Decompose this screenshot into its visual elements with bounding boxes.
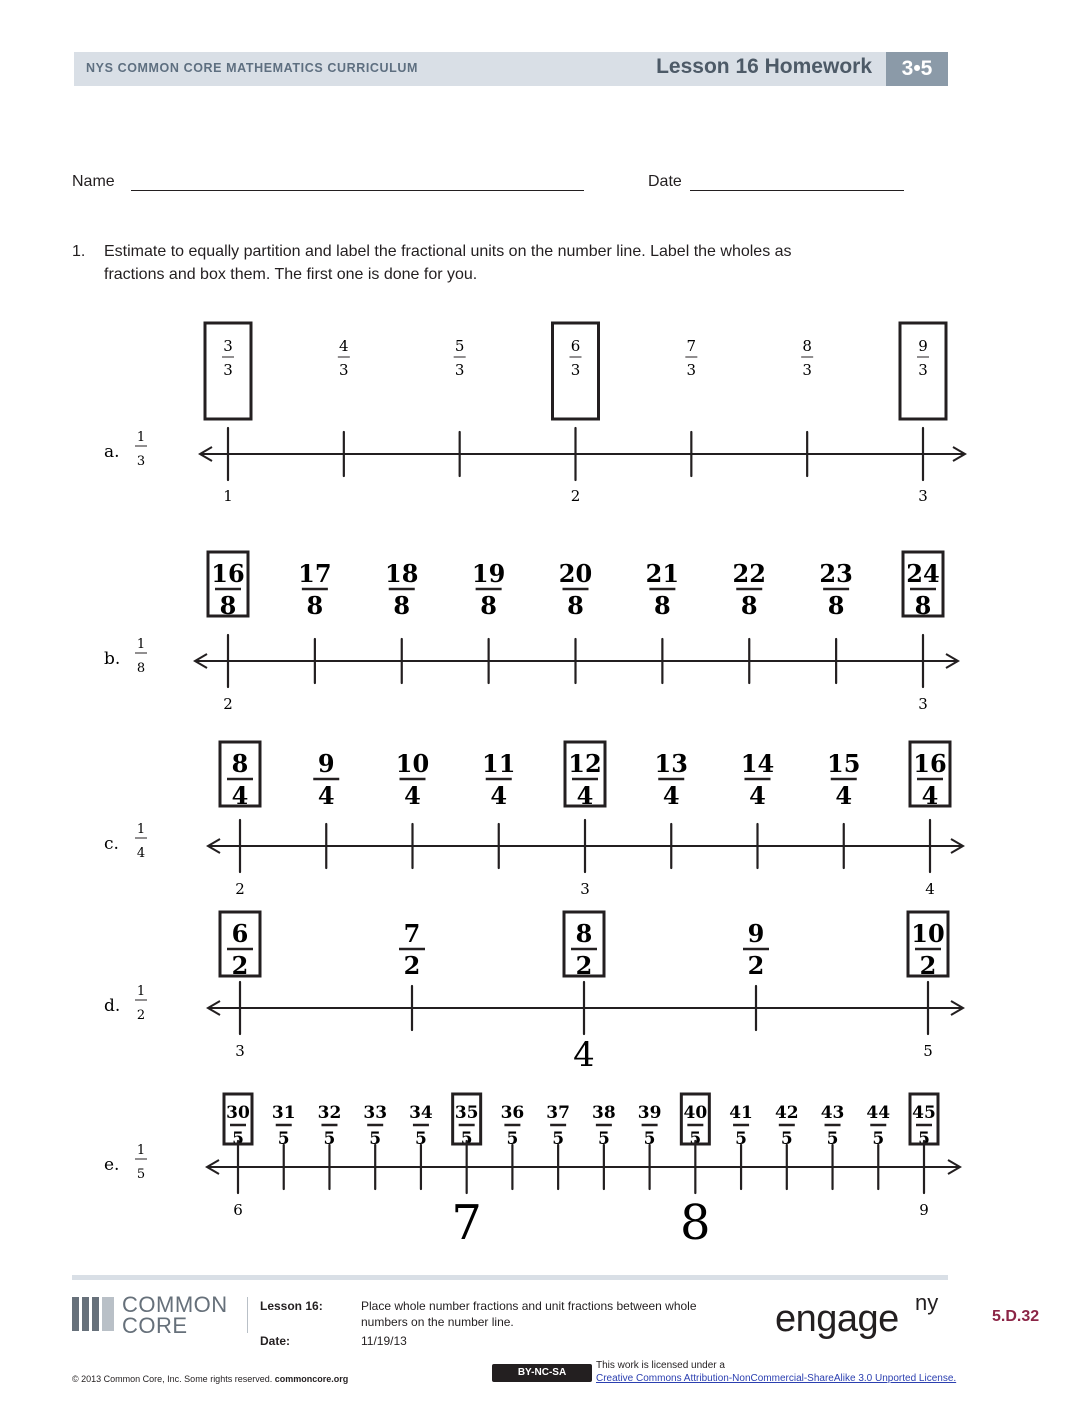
fraction-e-12-denominator: 5 <box>780 1129 793 1149</box>
fraction-c-4-numerator: 12 <box>568 749 602 778</box>
whole-label-e-8: 8 <box>680 1195 711 1251</box>
fraction-c-2-denominator: 4 <box>404 781 421 810</box>
fraction-e-11-numerator: 41 <box>729 1103 753 1123</box>
fraction-e-1-numerator: 31 <box>271 1103 296 1123</box>
fraction-a-1-numerator: 4 <box>339 337 349 355</box>
fraction-e-2-denominator: 5 <box>323 1129 336 1149</box>
fraction-d-3-numerator: 9 <box>747 919 765 948</box>
fraction-c-4-denominator: 4 <box>576 781 594 810</box>
fraction-c-3-denominator: 4 <box>490 781 508 810</box>
fraction-c-7-numerator: 15 <box>827 749 861 778</box>
whole-label-c-4: 4 <box>925 880 935 898</box>
line-a-unit-denominator: 3 <box>136 454 146 469</box>
fraction-e-3-denominator: 5 <box>369 1129 382 1149</box>
fraction-b-5-denominator: 8 <box>654 591 671 620</box>
fraction-e-1-denominator: 5 <box>277 1129 290 1149</box>
fraction-e-5-numerator: 35 <box>454 1103 479 1123</box>
fraction-b-0-denominator: 8 <box>219 591 237 620</box>
fraction-a-3-denominator: 3 <box>570 361 581 379</box>
whole-label-a-2: 2 <box>570 487 581 505</box>
fraction-b-5-numerator: 21 <box>645 559 680 588</box>
fraction-b-6-denominator: 8 <box>740 591 758 620</box>
fraction-b-4-numerator: 20 <box>558 559 593 588</box>
common-core-logo-text <box>122 1294 228 1336</box>
fraction-c-6-denominator: 4 <box>749 781 766 810</box>
line-a-letter: a. <box>104 442 120 462</box>
fraction-e-9-denominator: 5 <box>643 1129 656 1149</box>
fraction-e-3-numerator: 33 <box>363 1103 388 1123</box>
line-c-letter: c. <box>104 834 119 854</box>
fraction-e-8-denominator: 5 <box>597 1129 610 1149</box>
fraction-b-7-numerator: 23 <box>819 559 853 588</box>
whole-label-c-2: 2 <box>235 880 245 898</box>
line-d-unit-denominator: 2 <box>136 1008 146 1023</box>
fraction-e-6-numerator: 36 <box>500 1103 525 1123</box>
fraction-c-6-numerator: 14 <box>740 749 775 778</box>
line-c-unit-numerator: 1 <box>136 822 146 837</box>
line-a-unit-numerator: 1 <box>136 430 146 445</box>
fraction-b-0-numerator: 16 <box>211 559 245 588</box>
license-link[interactable]: Creative Commons Attribution-NonCommercial-ShareAlike 3.0 Unported License. <box>596 1373 957 1384</box>
fraction-d-1-numerator: 7 <box>403 919 421 948</box>
fraction-e-14-denominator: 5 <box>872 1129 885 1149</box>
fraction-e-8-numerator: 38 <box>592 1103 616 1123</box>
common-core-logo-icon <box>72 1297 114 1331</box>
fraction-d-0-denominator: 2 <box>231 951 249 980</box>
footer-lesson-desc-1: Place whole number fractions and unit fractions between whole <box>361 1299 697 1313</box>
footer-divider <box>247 1297 248 1333</box>
fraction-e-2-numerator: 32 <box>317 1103 342 1123</box>
whole-label-a-1: 1 <box>223 487 233 505</box>
fraction-a-0-numerator: 3 <box>223 337 233 355</box>
copyright <box>72 1374 348 1384</box>
fraction-d-2-denominator: 2 <box>575 951 593 980</box>
fraction-a-5-denominator: 3 <box>802 361 812 379</box>
footer-rule <box>72 1275 948 1280</box>
fraction-e-12-numerator: 42 <box>774 1103 799 1123</box>
fraction-c-0-denominator: 4 <box>231 781 249 810</box>
fraction-e-15-numerator: 45 <box>912 1103 936 1123</box>
footer-lesson-desc-2: numbers on the number line. <box>361 1315 514 1329</box>
fraction-a-2-denominator: 3 <box>454 361 465 379</box>
fraction-d-4-numerator: 10 <box>911 919 945 948</box>
fraction-a-2-numerator: 5 <box>454 337 465 355</box>
fraction-c-5-denominator: 4 <box>662 781 680 810</box>
whole-label-b-3: 3 <box>918 695 928 713</box>
fraction-b-6-numerator: 22 <box>732 559 766 588</box>
whole-label-e-7: 7 <box>451 1195 482 1251</box>
cc-badge-text: BY-NC-SA <box>517 1367 567 1378</box>
problem-instruction-2: fractions and box them. The first one is done for you. <box>104 266 478 283</box>
line-e-unit-denominator: 5 <box>136 1167 146 1182</box>
whole-label-d-4: 4 <box>573 1035 595 1075</box>
date-label: Date <box>648 173 682 190</box>
fraction-e-4-numerator: 34 <box>409 1103 433 1123</box>
fraction-e-7-numerator: 37 <box>546 1103 570 1123</box>
fraction-b-8-denominator: 8 <box>914 591 932 620</box>
fraction-c-1-numerator: 9 <box>317 749 335 778</box>
fraction-a-1-denominator: 3 <box>339 361 349 379</box>
fraction-a-4-denominator: 3 <box>686 361 697 379</box>
line-d-letter: d. <box>104 996 121 1016</box>
line-c-unit-denominator: 4 <box>136 846 146 861</box>
fraction-b-4-denominator: 8 <box>567 591 584 620</box>
fraction-e-10-denominator: 5 <box>689 1129 702 1149</box>
line-e-unit-numerator: 1 <box>136 1143 146 1158</box>
fraction-e-4-denominator: 5 <box>415 1129 427 1149</box>
line-b-unit-denominator: 8 <box>136 661 146 676</box>
fraction-a-3-numerator: 6 <box>570 337 581 355</box>
engageny-logo: engage <box>775 1298 899 1340</box>
fraction-e-11-denominator: 5 <box>735 1129 747 1149</box>
cc-license-badge-icon <box>492 1364 592 1382</box>
fraction-b-1-numerator: 17 <box>298 559 332 588</box>
fraction-e-10-numerator: 40 <box>683 1103 708 1123</box>
license-text: This work is licensed under a <box>596 1360 725 1371</box>
grade-module-badge: 3•5 <box>886 52 948 86</box>
whole-label-e-6: 6 <box>233 1201 243 1219</box>
fraction-e-0-denominator: 5 <box>232 1129 244 1149</box>
fraction-d-2-numerator: 8 <box>575 919 593 948</box>
fraction-b-7-denominator: 8 <box>827 591 845 620</box>
page-code: 5.D.32 <box>992 1308 1040 1325</box>
whole-label-d-3: 3 <box>235 1042 245 1060</box>
fraction-a-0-denominator: 3 <box>223 361 233 379</box>
fraction-c-2-numerator: 10 <box>395 749 430 778</box>
footer-date-value: 11/19/13 <box>361 1334 407 1348</box>
fraction-c-7-denominator: 4 <box>835 781 853 810</box>
fraction-e-6-denominator: 5 <box>506 1129 519 1149</box>
fraction-a-6-numerator: 9 <box>918 337 928 355</box>
footer-lesson-label: Lesson 16: <box>260 1299 323 1313</box>
fraction-e-14-numerator: 44 <box>866 1103 891 1123</box>
fraction-e-0-numerator: 30 <box>226 1103 250 1123</box>
fraction-c-8-denominator: 4 <box>921 781 939 810</box>
whole-label-d-5: 5 <box>923 1042 933 1060</box>
engageny-logo-sup: ny <box>915 1290 939 1315</box>
fraction-c-8-numerator: 16 <box>913 749 947 778</box>
fraction-e-9-numerator: 39 <box>637 1103 662 1123</box>
line-e-letter: e. <box>104 1155 120 1175</box>
fraction-d-3-denominator: 2 <box>747 951 765 980</box>
line-b-letter: b. <box>104 649 121 669</box>
fraction-d-1-denominator: 2 <box>403 951 421 980</box>
whole-label-a-3: 3 <box>918 487 928 505</box>
name-label: Name <box>72 173 115 190</box>
fraction-b-1-denominator: 8 <box>306 591 324 620</box>
fraction-b-2-denominator: 8 <box>393 591 411 620</box>
fraction-b-3-numerator: 19 <box>471 559 506 588</box>
logo-text-line2: CORE <box>122 1313 188 1338</box>
fraction-e-5-denominator: 5 <box>460 1129 473 1149</box>
fraction-e-15-denominator: 5 <box>918 1129 930 1149</box>
problem-instruction-1: Estimate to equally partition and label the fractional units on the number line. Label the wholes as <box>104 243 792 260</box>
lesson-title: Lesson 16 Homework <box>656 55 872 78</box>
fraction-c-1-denominator: 4 <box>317 781 335 810</box>
problem-number: 1. <box>72 243 86 260</box>
fraction-b-2-numerator: 18 <box>385 559 419 588</box>
whole-label-b-2: 2 <box>223 695 233 713</box>
fraction-b-3-denominator: 8 <box>480 591 497 620</box>
fraction-d-4-denominator: 2 <box>919 951 937 980</box>
fraction-a-5-numerator: 8 <box>802 337 812 355</box>
footer-date-label: Date: <box>260 1334 291 1348</box>
fraction-a-6-denominator: 3 <box>918 361 928 379</box>
line-b-unit-numerator: 1 <box>136 637 146 652</box>
fraction-c-5-numerator: 13 <box>654 749 688 778</box>
copyright-site: commoncore.org <box>274 1374 349 1384</box>
fraction-d-0-numerator: 6 <box>231 919 249 948</box>
fraction-e-7-denominator: 5 <box>552 1129 565 1149</box>
fraction-c-3-numerator: 11 <box>482 749 516 778</box>
line-d-unit-numerator: 1 <box>136 984 146 999</box>
whole-label-c-3: 3 <box>580 880 590 898</box>
fraction-e-13-denominator: 5 <box>826 1129 839 1149</box>
fraction-b-8-numerator: 24 <box>906 559 940 588</box>
fraction-a-4-numerator: 7 <box>686 337 697 355</box>
fraction-e-13-numerator: 43 <box>820 1103 845 1123</box>
copyright-text: © 2013 Common Core, Inc. Some rights reserved. <box>72 1374 273 1384</box>
whole-label-e-9: 9 <box>919 1201 929 1219</box>
logo-text-line1: COMMON <box>122 1292 228 1317</box>
curriculum-title: NYS COMMON CORE MATHEMATICS CURRICULUM <box>86 61 419 75</box>
fraction-c-0-numerator: 8 <box>231 749 249 778</box>
